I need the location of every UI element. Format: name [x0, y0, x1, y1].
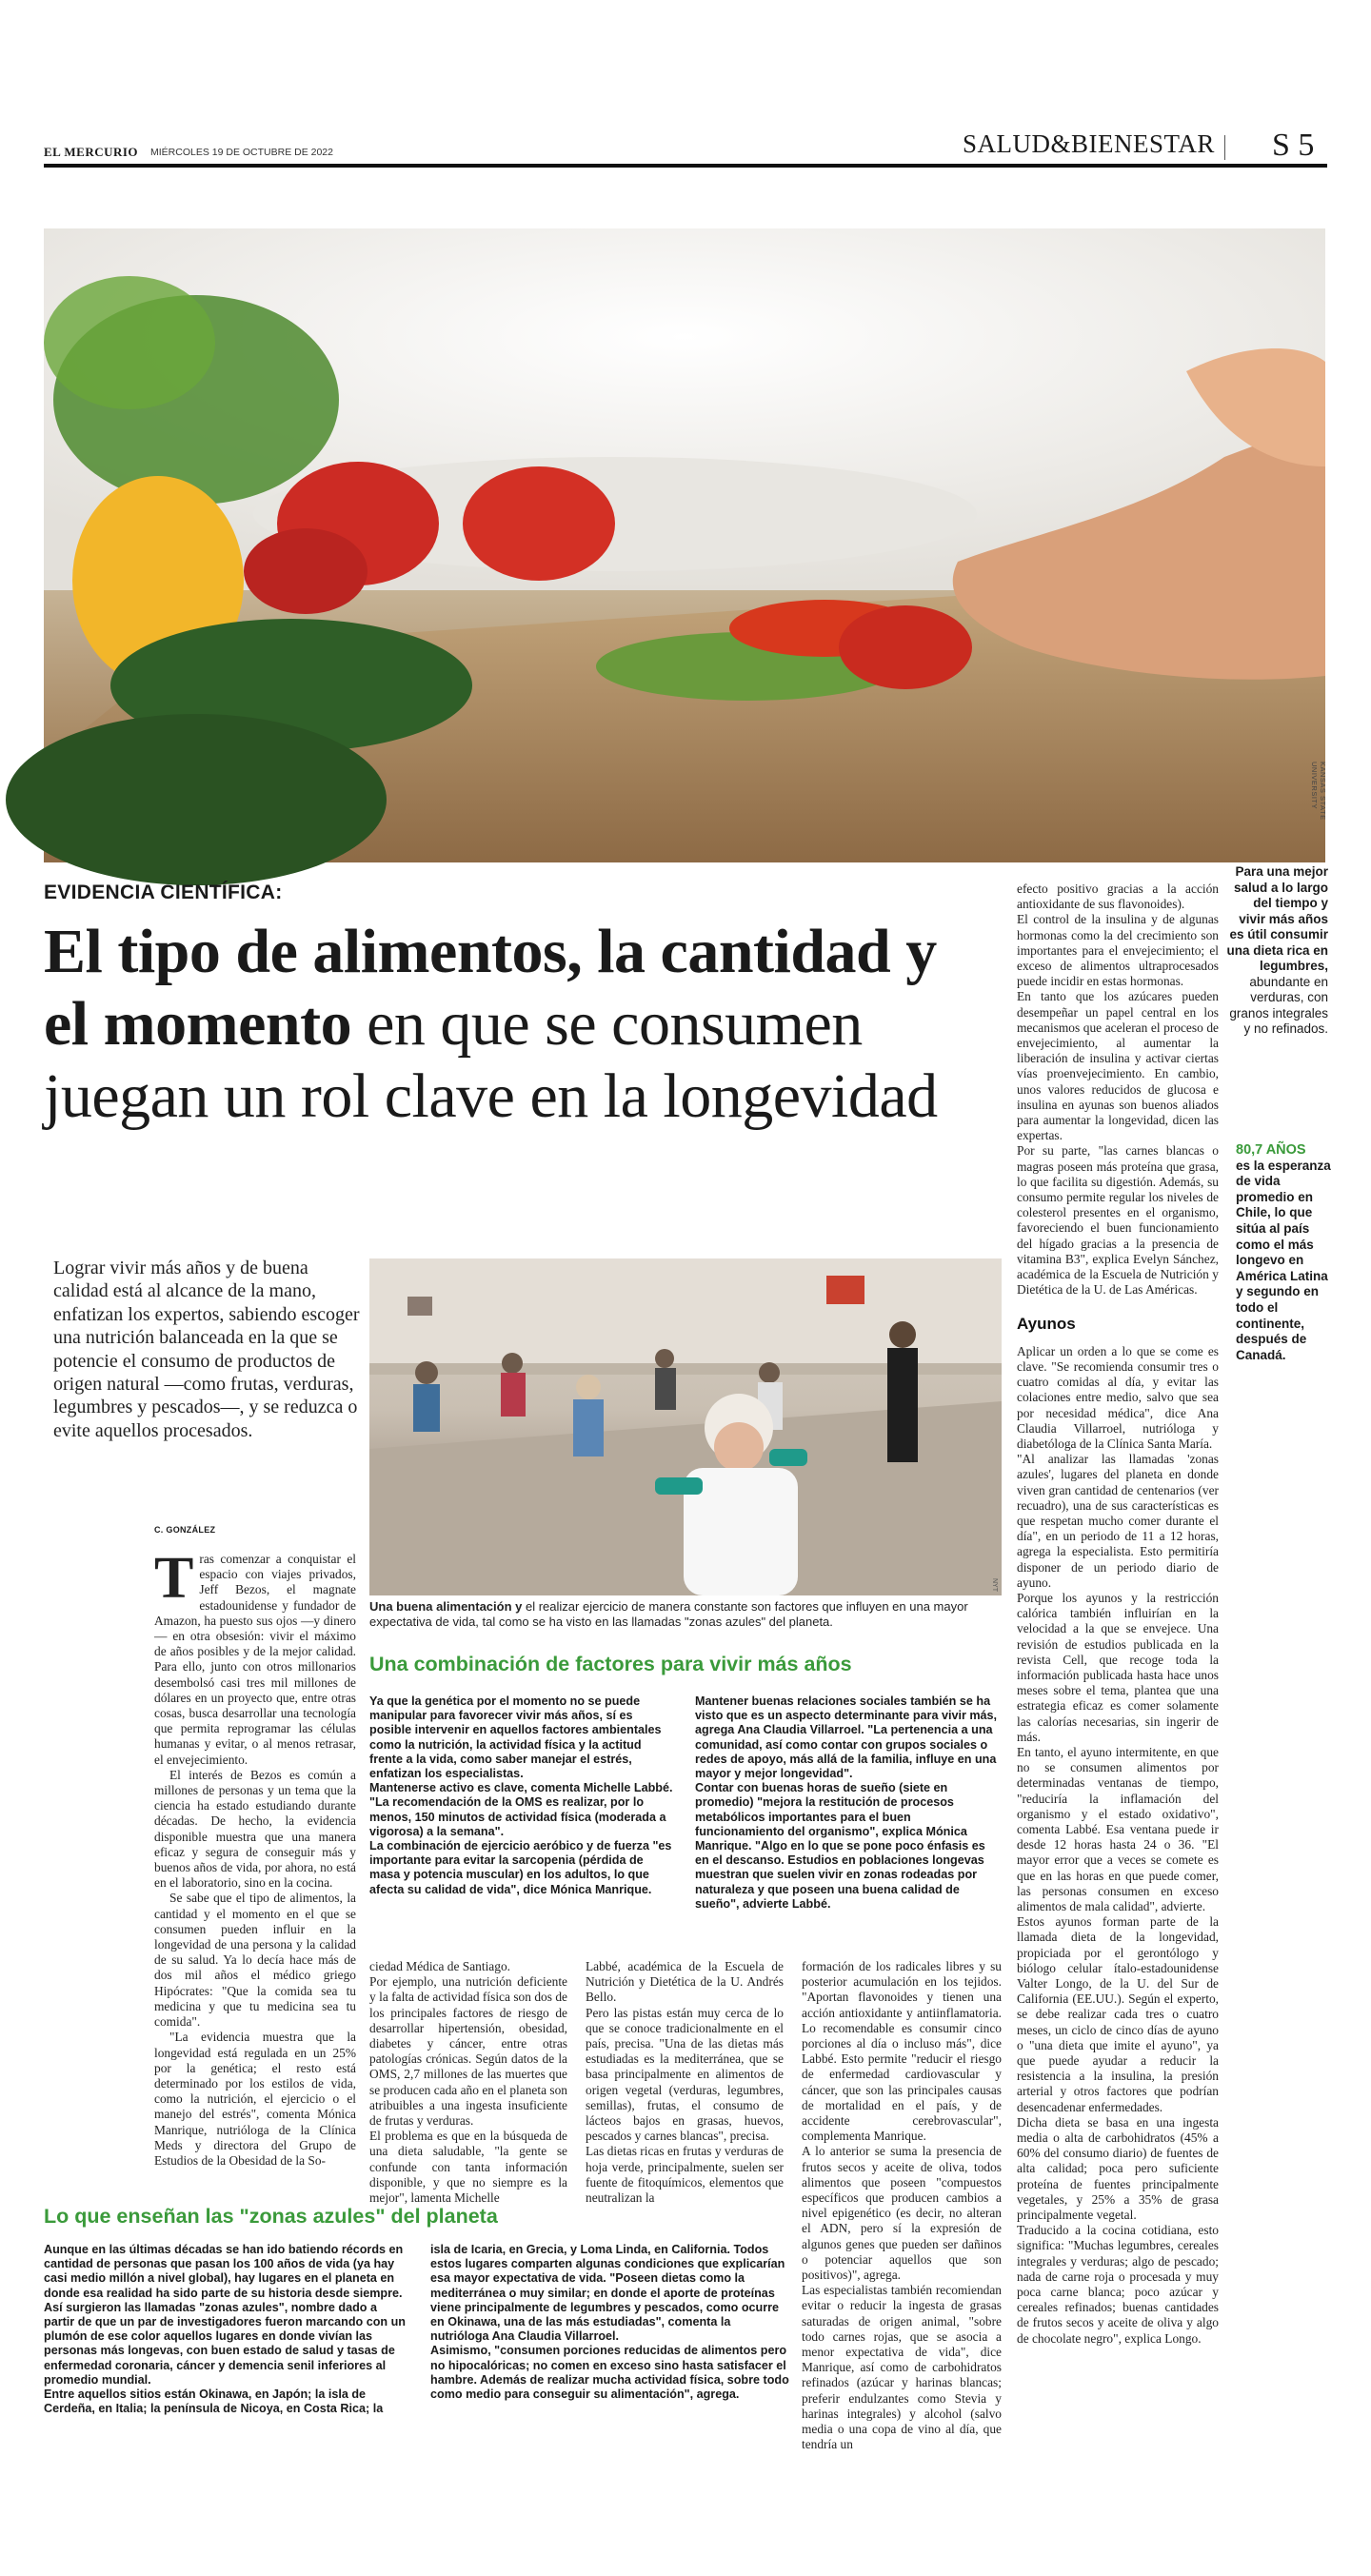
col1-paragraph: El interés de Bezos es común a millones de personas y un tema que la ciencia ha estado estudiando durante décadas. De hecho, la evidencia disponible muestra que una manera eficaz y segura de conseguir más y buenos años de vida, por ahora, no está en el laboratorio, sino en la cocina.: [154, 1767, 356, 1891]
photo-credit: KANSAS STATE UNIVERSITY: [1310, 762, 1327, 821]
side-fact-box: [1236, 1142, 1331, 1363]
box2-left: Aunque en las últimas décadas se han ido batiendo récords en cantidad de personas que pasan los 100 años de vida (ya hay casi medio millón a nivel global), hay lugares en el planeta en donde esa realidad ha sido parte de su historia desde siempre. Así surgieron las llamadas "zonas azules", nombre dado a partir de que un par de investigadores fueron marcando con un plumón de ese color aquellos lugares en donde vivían las personas más longevas, con buen estado de salud y tasas de enfermedad coronaria, cáncer y demencia senil inferiores al promedio mundial. Entre aquellos sitios están Okinawa, en Japón; la isla de Cerdeña, en Italia; la península de Nicoya, en Costa Rica; la: [44, 2243, 406, 2416]
box1-left: Ya que la genética por el momento no se puede manipular para favorecer vivir más años, sí es posible intervenir en aquellos factores ambientales como la nutrición, la actividad física y la actitud frente a la vida, como saber manejar el estrés, enfatizan los especialistas. Mantenerse activo es clave, comenta Michelle Labbé. "La recomendación de la OMS es realizar, por lo menos, 150 minutos de actividad física (moderada a vigorosa) a la semana". La combinación de ejercicio aeróbico y de fuerza "es importante para evitar la sarcopenia (pérdida de masa y potencia muscular) en los adultos, lo que afecta su calidad de vida", dice Mónica Manrique.: [369, 1694, 673, 1896]
life-expectancy-figure: 80,7 AÑOS: [1236, 1142, 1306, 1158]
headline-light: en que se consumen juegan un rol clave en la longevidad: [44, 989, 938, 1131]
masthead: [44, 122, 1327, 168]
col1-paragraph: ras comenzar a conquistar el espacio con viajes privados, Jeff Bezos, el magnate estadounidense y fundador de Amazon, ha puesto sus ojos —y dinero— en otra obsesión: vivir el máximo de años posibles y de la mejor calidad. Para ello, junto con otros millonarios desembolsó casi tres mil millones de dólares en un proyecto que, entre otras cosas, busca desarrollar una tecnología que permita reprogramar las células humanas y evitar, o al menos retrasar, el envejecimiento.: [154, 1552, 356, 1767]
box2-right: isla de Icaria, en Grecia, y Loma Linda, en California. Todos estos lugares comparten algunas condiciones que explicarían esa mayor expectativa de vida. "Poseen dietas como la mediterránea o muy similar; en donde el aporte de proteínas viene principalmente de legumbres y pescados, como ocurre en Okinawa, una de las más estudiadas", comenta la nutrióloga Ana Claudia Villarroel. Asimismo, "consumen porciones reducidas de alimentos pero no hipocalóricas; no comen en exceso sino hasta satisfacer el hambre. Además de realizar mucha actividad física, sobre todo como medio para conseguir su alimentación", agrega.: [430, 2243, 789, 2402]
side-caption-photo: [1223, 864, 1328, 1038]
main-photo: [44, 228, 1325, 862]
page-number: S 5: [1272, 128, 1315, 163]
photo2-credit: NYT: [991, 1578, 998, 1592]
headline: [44, 916, 996, 1133]
side-caption-bold: Para una mejor salud a lo largo del tiempo y vivir más años es útil consumir una dieta rica en legumbres,: [1226, 864, 1328, 973]
body-column-5: [1017, 882, 1219, 2347]
exercise-photo: [369, 1258, 1002, 1595]
issue-date: MIÉRCOLES 19 DE OCTUBRE DE 2022: [150, 147, 333, 158]
side-caption-normal: abundante en verduras, con granos integrales y no refinados.: [1229, 974, 1328, 1036]
paper-name: EL MERCURIO: [44, 145, 139, 159]
box2-title: Lo que enseñan las "zonas azules" del planeta: [44, 2205, 498, 2228]
box1-right: Mantener buenas relaciones sociales también se ha visto que es un aspecto determinante para vivir más, agrega Ana Claudia Villarroel. "La pertenencia a una comunidad, así como contar con grupos sociales o redes de apoyo, más allá de la familia, influye en una mayor y mejor longevidad". Contar con buenas horas de sueño (siete en promedio) "mejora la restitución de procesos metabólicos importantes para el buen funcionamiento del organismo", explica Mónica Manrique. "Algo en lo que se pone poco énfasis es en el descanso. Estudios en poblaciones longevas muestran que suelen vivir en zonas rodeadas por naturaleza y que poseen una buena calidad de sueño", advierte Labbé.: [695, 1694, 998, 1911]
photo2-caption-bold: Una buena alimentación y: [369, 1599, 523, 1614]
ayunos-heading: Ayunos: [1017, 1315, 1076, 1334]
headline-bold: El tipo de alimentos, la cantidad y el momento: [44, 917, 937, 1059]
masthead-divider: [1224, 135, 1225, 160]
photo2-caption: [369, 1599, 1002, 1630]
body-column-3: Labbé, académica de la Escuela de Nutrición y Dietética de la U. Andrés Bello. Pero las pistas están muy cerca de lo que se conoce tradicionalmente en el país, precisa. "Una de las dietas más estudiadas es la mediterránea, que se basa principalmente en alimentos de origen vegetal (verduras, legumbres, semillas), frutas, el consumo de lácteos bajos en grasas, huevos, pescados y carnes blancas", precisa. Las dietas ricas en frutas y verduras de hoja verde, principalmente, suelen ser fuente de fitoquímicos, elementos que neutralizan la: [586, 1959, 784, 2206]
lead-paragraph: Lograr vivir más años y de buena calidad está al alcance de la mano, enfatizan los expertos, sabiendo escoger una nutrición balanceada en la que se potencie el consumo de productos de origen natural —como frutas, verduras, legumbres y pescados—, y se reduzca o evite aquellos procesados.: [53, 1258, 360, 1441]
col5-text: efecto positivo gracias a la acción antioxidante de sus flavonoides). El control de la insulina y de algunas hormonas como la del crecimiento son importantes para el envejecimiento; el exceso de alimentos ultraprocesados puede incidir en estas hormonas. En tanto que los azúcares pueden desempeñar un papel central en los mecanismos que aceleran el proceso de envejecimiento, al aumentar la liberación de insulina y activar ciertas vías proenvejecimiento. En cambio, unos valores reducidos de glucosa e insulina en ayunas son buenos aliados para aumentar la longevidad, dicen las expertas. Por su parte, "las carnes blancas o magras poseen más proteína que grasa, lo que facilita su digestión. Además, su consumo permite regular los niveles de colesterol presentes en el organismo, favoreciendo el buen funcionamiento del hígado gracias a la presencia de vitamina B3", explica Evelyn Sánchez, académica de la Escuela de Nutrición y Dietética de la U. de Las Américas.: [1017, 882, 1219, 1298]
section-name: SALUD&BIENESTAR: [963, 129, 1215, 158]
col1-paragraph: Se sabe que el tipo de alimentos, la cantidad y el momento en el que se consumen pueden influir en la longevidad de una persona y la calidad de su salud. Ya lo decía hace más de dos mil años el médico griego Hipócrates: "Que la comida sea tu medicina y que tu medicina sea tu comida".: [154, 1891, 356, 2030]
kitchen-scene: [44, 228, 1325, 862]
exercise-scene: [369, 1258, 1002, 1595]
masthead-rule: [44, 164, 1327, 168]
life-expectancy-text: es la esperanza de vida promedio en Chile, lo que sitúa al país como el más longevo en América Latina y segundo en todo el continente, después de Canadá.: [1236, 1158, 1331, 1362]
drop-cap: T: [154, 1546, 194, 1611]
byline: C. GONZÁLEZ: [154, 1525, 216, 1535]
col1-paragraph: "La evidencia muestra que la longevidad está regulada en un 25% por la genética; el resto está determinado por los estilos de vida, como la nutrición, el ejercicio o el manejo del estrés", comenta Mónica Manrique, nutrióloga de la Clínica Meds y directora del Grupo de Estudios de la Obesidad de la So-: [154, 2030, 356, 2168]
body-column-1: [154, 1546, 356, 2169]
col5b-text: Aplicar un orden a lo que se come es clave. "Se recomienda consumir tres o cuatro comidas al día, y evitar las colaciones entre medio, salvo que sea por necesidad médica", dice Ana Claudia Villarroel, nutrióloga y diabetóloga de la Clínica Santa María. "Al analizar las llamadas 'zonas azules', lugares del planeta en donde viven gran cantidad de centenarios (ver recuadro), una de sus características es que respetan mucho comer durante el día", en un periodo de 11 a 12 horas, agrega la especialista. Esto permitiría disponer de un periodo diario de ayuno. Porque los ayunos y la restricción calórica también influirían en la velocidad a la que se envejece. Una revisión de estudios publicada en la revista Cell, que recoge toda la información publicada hasta hace unos meses sobre el tema, plantea que una estrategia eficaz es comer solamente las calorías necesarias, sin ingerir de más. En tanto, el ayuno intermitente, en que no se consumen alimentos por determinadas ventanas de tiempo, "reduciría la inflamación del organismo y el estado oxidativo", comenta Labbé. Esa ventana puede ir desde 12 horas hasta 24 o 36. "El mayor error que a veces se comete es que en las horas en que puede comer, las personas consumen en exceso alimentos de mala calidad", advierte. Estos ayunos forman parte de la llamada dieta de la longevidad, propiciada por el gerontólogo y biólogo celular ítalo-estadounidense Valter Longo, de la U. del Sur de California (EE.UU.). Según el experto, se debe realizar cada tres o cuatro meses, un ciclo de cinco días de ayuno o "una dieta que imite el ayuno", ya que puede ayudar a reducir la resistencia a la insulina, la presión arterial y otros factores que podrían desencadenar enfermedades. Dicha dieta se basa en una ingesta media o alta de carbohidratos (45% a 60% del consumo diario) de fuentes de alta calidad; poca pero suficiente proteína de fuentes principalmente vegetales, y 25% a 35% de grasa principalmente vegetal. Traducido a la cocina cotidiana, esto significa: "Muchas legumbres, cereales integrales y verduras; algo de pescado; nada de carne roja o procesada y muy poca carne blanca; poco azúcar y cereales refinados; buenas cantidades de frutos secos y aceite de oliva y algo de chocolate negro", explica Longo.: [1017, 1343, 1219, 2346]
kicker: EVIDENCIA CIENTÍFICA:: [44, 882, 283, 903]
body-column-2: ciedad Médica de Santiago. Por ejemplo, una nutrición deficiente y la falta de actividad física son dos de los principales factores de riesgo de desarrollar hipertensión, obesidad, diabetes y cáncer, entre otras patologías crónicas. Según datos de la OMS, 2,7 millones de las muertes que se producen cada año en el planeta son atribuibles a una ingesta insuficiente de frutas y verduras. El problema es que en la búsqueda de una dieta saludable, "la gente se confunde con tanta información disponible, y que no siempre es la mejor", lamenta Michelle: [369, 1959, 567, 2206]
photo2-caption-normal: el realizar ejercicio de manera constante son factores que influyen en una mayor expectativa de vida, tal como se ha visto en las llamadas "zonas azules" del planeta.: [369, 1599, 968, 1629]
body-column-4: formación de los radicales libres y su posterior acumulación en los tejidos. "Aportan flavonoides y tienen una acción antioxidante y antiinflamatoria. Lo recomendable es consumir cinco porciones al día o incluso más", dice Labbé. Esto permite "reducir el riesgo de enfermedad cardiovascular y cáncer, que son las principales causas de mortalidad en el país, y de accidente cerebrovascular", complementa Manrique. A lo anterior se suma la presencia de frutos secos y aceite de oliva, todos alimentos que poseen "compuestos específicos que producen cambios a nivel epigenético (es decir, no alteran el ADN, pero sí la expresión de algunos genes que pueden ser dañinos o potenciar aquellos que son positivos)", agrega. Las especialistas también recomiendan evitar o reducir la ingesta de grasas saturadas de origen animal, "sobre todo carnes rojas, que se asocia a menor expectativa de vida", dice Manrique, así como de carbohidratos refinados (azúcar y harinas blancas; preferir endulzantes como Stevia y harinas integrales) y alcohol (salvo media o una copa de vino al día, que tendría un: [802, 1959, 1002, 2452]
box1-title: Una combinación de factores para vivir más años: [369, 1653, 852, 1675]
